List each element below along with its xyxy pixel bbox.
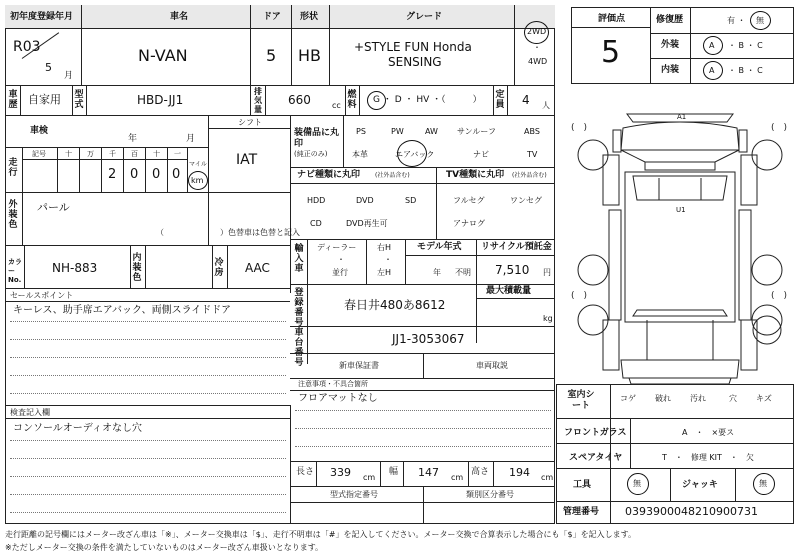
chassis-value: JJ1-3053067 xyxy=(392,332,465,346)
mileage-h2: 万 xyxy=(87,150,94,158)
doors-value: 5 xyxy=(266,46,277,65)
mileage-h5: 十 xyxy=(153,150,160,158)
manual-label: 車両取説 xyxy=(476,361,508,370)
tv-analog: アナログ xyxy=(453,219,485,228)
mileage-h6: 一 xyxy=(174,150,181,158)
mileage-mile: マイル xyxy=(189,161,207,168)
svg-text:( ): ( ) xyxy=(571,291,588,301)
footer-line2: ※ただしメーター交換の条件を満たしていないものはメーター改ざん車扱いとなります。 xyxy=(5,543,324,552)
tv-label: TV種類に丸印 xyxy=(446,170,505,180)
equip-pw: PW xyxy=(391,127,404,136)
shift-value: IAT xyxy=(236,152,258,168)
displacement-unit: cc xyxy=(332,101,341,110)
equip-tv: TV xyxy=(527,150,538,159)
warranty-label: 新車保証書 xyxy=(339,361,379,370)
color-no-label: カラーNo. xyxy=(8,258,22,284)
model-label: 型式 xyxy=(74,90,84,110)
windshield-value: A ・ ×要ス xyxy=(682,428,735,437)
import-dot: ・ xyxy=(337,255,345,264)
diagram-top-label: A1 xyxy=(677,113,687,121)
sales-point-text: キーレス、助手席エアバック、両側スライドドア xyxy=(13,305,231,316)
ext-color-value: パール xyxy=(37,201,70,214)
equip-sunroof: サンルーフ xyxy=(457,127,496,136)
type-no-label: 型式指定番号 xyxy=(330,490,378,499)
equip-leather: 本革 xyxy=(352,150,368,159)
first-reg-month-unit: 月 xyxy=(64,71,74,81)
car-name-value: N-VAN xyxy=(138,46,188,65)
int-grade-rest: ・ B ・ C xyxy=(728,66,763,75)
drive-4wd: 4WD xyxy=(528,57,548,66)
notes-text: フロアマットなし xyxy=(298,393,378,404)
recycle-label: リサイクル預託金 xyxy=(481,242,552,252)
car-damage-diagram xyxy=(563,110,797,385)
mgmt-label: 管理番号 xyxy=(563,507,600,517)
navi-sub: (社外品含む) xyxy=(375,172,410,179)
use-value: 自家用 xyxy=(28,93,61,106)
seat-tear: 破れ xyxy=(655,394,671,403)
tv-oneseg: ワンセグ xyxy=(510,196,542,205)
model-year-year: 年 xyxy=(433,268,441,277)
mileage-label: 走行 xyxy=(8,158,18,178)
aircon-label: 冷房 xyxy=(214,258,224,278)
capacity-label: 定員 xyxy=(495,90,505,110)
grade-line1: +STYLE FUN Honda xyxy=(354,40,472,54)
spare-value: T ・ 修理 KIT ・ 欠 xyxy=(662,453,754,462)
ext-color-label: 外装色 xyxy=(8,200,18,230)
first-reg-era: R03 xyxy=(13,39,41,55)
navi-cd: CD xyxy=(310,219,322,228)
footer-line1: 走行距離の記号欄にはメーター改ざん車は「※」、メーター交換車は「$」、走行不明車は「#」を記入してください。メーター交換で合算表示した場合にも「$」を記入します。 xyxy=(5,530,636,539)
svg-text:( ): ( ) xyxy=(771,291,788,301)
seat-burn: コゲ xyxy=(620,394,636,403)
fuel-label: 燃料 xyxy=(347,90,357,110)
equip-abs: ABS xyxy=(524,127,540,136)
recycle-unit: 円 xyxy=(543,268,551,277)
equip-aw: AW xyxy=(425,127,438,136)
max-load-label: 最大積載量 xyxy=(486,286,532,296)
max-load-unit: kg xyxy=(543,314,553,323)
tools-value: 無 xyxy=(633,479,641,488)
length-value: 339 xyxy=(330,466,351,479)
mgmt-value: 0393900048210900731 xyxy=(625,505,758,518)
length-label: 長さ xyxy=(296,467,315,477)
class-no-label: 類別区分番号 xyxy=(466,490,514,499)
handle-dot: ・ xyxy=(384,255,392,264)
inspection-label: 車検 xyxy=(30,126,49,136)
length-unit: cm xyxy=(363,473,376,482)
equip-navi: ナビ xyxy=(473,150,489,159)
jack-label: ジャッキ xyxy=(682,480,718,490)
repair-label: 修復歴 xyxy=(656,15,684,25)
ext-color-note: （ ）色替車は色替と記入 xyxy=(156,228,300,237)
displacement-label: 排気量 xyxy=(254,87,262,114)
int-grade-label: 内装 xyxy=(661,65,680,75)
height-unit: cm xyxy=(541,473,554,482)
recycle-value: 7,510 xyxy=(495,263,530,277)
inspector-note-label: 検査記入欄 xyxy=(10,408,50,417)
diagram-center-label: U1 xyxy=(676,206,686,214)
tv-fullseg: フルセグ xyxy=(453,196,485,205)
mileage-h0: 記号 xyxy=(32,150,46,158)
windshield-label: フロントガラス xyxy=(564,428,627,438)
equipment-sublabel: (純正のみ) xyxy=(294,150,328,158)
repair-options: 有 ・ xyxy=(727,16,746,25)
import-parallel: 並行 xyxy=(332,268,348,277)
plate-value: 春日井480あ8612 xyxy=(344,298,446,312)
tv-sub: (社外品含む) xyxy=(512,172,547,179)
car-name-label: 車名 xyxy=(170,12,189,22)
mileage-h4: 百 xyxy=(131,150,138,158)
equip-airbag: エアバック xyxy=(395,150,435,159)
mileage-digit-2: 0 xyxy=(130,167,139,182)
repair-none: 無 xyxy=(756,16,764,25)
navi-sd: SD xyxy=(405,196,417,205)
fuel-options: G ・ D ・ HV ・（ ） xyxy=(373,95,482,105)
shape-value: HB xyxy=(298,46,322,65)
seat-label: 室内シート xyxy=(567,390,595,411)
first-reg-label: 初年度登録年月 xyxy=(10,12,74,22)
drive-dot: ・ xyxy=(533,43,541,52)
navi-label: ナビ種類に丸印 xyxy=(297,170,361,180)
shift-label: シフト xyxy=(238,118,262,127)
ext-grade-a: A xyxy=(709,41,715,50)
svg-text:( ): ( ) xyxy=(771,123,788,133)
sales-point-label: セールスポイント xyxy=(10,291,74,300)
width-value: 147 xyxy=(418,466,439,479)
mileage-digit-1: 2 xyxy=(108,167,117,182)
import-dealer: ディーラー xyxy=(317,243,357,252)
mileage-h3: 千 xyxy=(109,150,116,158)
svg-text:( ): ( ) xyxy=(571,123,588,133)
inspector-note-text: コンソールオーディオなし穴 xyxy=(13,423,142,434)
navi-dvd-play: DVD再生可 xyxy=(346,219,388,228)
tools-label: 工具 xyxy=(573,480,592,490)
plate-label: 登録番号 xyxy=(294,288,304,328)
color-no-value: NH-883 xyxy=(52,261,98,275)
doors-label: ドア xyxy=(263,12,281,22)
score-value: 5 xyxy=(601,35,621,70)
jack-value: 無 xyxy=(759,479,767,488)
seat-hole: 穴 xyxy=(729,394,737,403)
mileage-digit-4: 0 xyxy=(172,167,181,182)
mileage-h1: 十 xyxy=(65,150,72,158)
spare-label: スペアタイヤ xyxy=(569,453,623,463)
width-label: 幅 xyxy=(389,467,399,477)
grade-line2: SENSING xyxy=(388,55,442,69)
ext-grade-label: 外装 xyxy=(661,40,680,50)
import-label: 輸入車 xyxy=(294,244,304,274)
mileage-digit-3: 0 xyxy=(152,167,161,182)
model-year-value: 不明 xyxy=(455,268,471,277)
score-label: 評価点 xyxy=(598,14,626,24)
grade-label: グレード xyxy=(406,12,443,22)
capacity-value: 4 xyxy=(522,93,530,107)
inspection-year: 年 xyxy=(128,134,138,144)
height-value: 194 xyxy=(509,466,530,479)
shape-label: 形状 xyxy=(300,12,319,22)
handle-right: 右H xyxy=(377,243,392,252)
seat-scratch: キズ xyxy=(756,394,772,403)
equip-ps: PS xyxy=(356,127,366,136)
navi-hdd: HDD xyxy=(307,196,326,205)
height-label: 高さ xyxy=(471,467,490,477)
first-reg-month: 5 xyxy=(45,61,52,74)
use-label: 車歴 xyxy=(8,90,18,110)
capacity-unit: 人 xyxy=(542,101,550,110)
inspection-month: 月 xyxy=(186,134,196,144)
model-year-label: モデル年式 xyxy=(417,242,462,252)
navi-dvd: DVD xyxy=(356,196,374,205)
ext-grade-rest: ・ B ・ C xyxy=(728,41,763,50)
model-value: HBD-JJ1 xyxy=(137,93,184,107)
equipment-label: 装備品に丸印 xyxy=(294,128,340,149)
displacement-value: 660 xyxy=(288,93,311,107)
int-grade-a: A xyxy=(709,66,715,75)
chassis-label: 車台番号 xyxy=(294,328,304,368)
int-color-label: 内装色 xyxy=(132,253,142,283)
width-unit: cm xyxy=(451,473,464,482)
seat-dirt: 汚れ xyxy=(690,394,706,403)
notes-label: 注意事項・不具合箇所 xyxy=(298,380,368,388)
drive-2wd: 2WD xyxy=(527,27,547,36)
handle-left: 左H xyxy=(377,268,392,277)
aircon-value: AAC xyxy=(245,261,270,275)
mileage-km: km xyxy=(191,176,204,185)
